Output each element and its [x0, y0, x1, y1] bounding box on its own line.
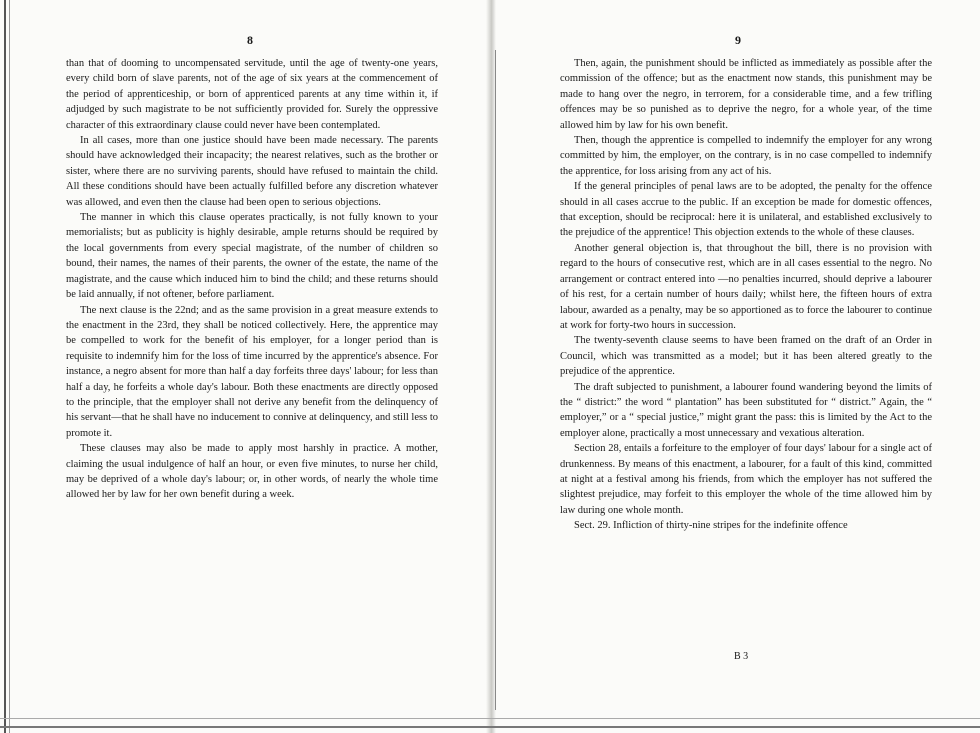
page-edge [4, 0, 6, 733]
paragraph: The draft subjected to punishment, a labourer found wandering beyond the limits of the “ district:” the word “ plantation” has been substituted for “ district.” Again, the “ employer,” or a “ special justice,” might grant the pass: this is limited by the Act to the employer alone, practically a most unnecessary and vexatious alteration. [560, 381, 932, 439]
paragraph: than that of dooming to uncompensated servitude, until the age of twenty-one years, every child born of slave parents, not of the age of six years at the commencement of the period of apprenticeship, or born of apprenticed parents at any time within it, if adjudged by such magistrate to be not sufficiently provided for. Surely the oppressive character of this extraordinary clause could never have been contemplated. [66, 58, 438, 131]
paragraph: Section 28, entails a forfeiture to the employer of four days' labour for a single act of drunkenness. By means of this enactment, a labourer, for a fault of this kind, committed at night at a festival among his friends, from which the employer has not suffered the slightest prejudice, may forfeit to this employer the whole of the time allowed him by law during one whole month. [560, 443, 932, 516]
page-number: 9 [735, 33, 741, 47]
gutter-line [495, 50, 496, 710]
paragraph: If the general principles of penal laws are to be adopted, the penalty for the offence should in all cases accrue to the public. If an exception be made for domestic offences, that exception, should be reciprocal: here it is unilateral, and established exclusively to the prejudice of the apprentice! This objection extends to the whole of these clauses. [560, 181, 932, 239]
page-bottom-edge [0, 718, 980, 719]
paragraph: The manner in which this clause operates practically, is not fully known to your memorialists; but as publicity is highly desirable, ample returns should be required by the local governments from every special magistrate, of the number of children so bound, their names, the names of their parents, the owner of the estate, the name of the magistrate, and the cause which induced him to bind the child; and these returns should be laid annually, if not oftener, before parliament. [66, 212, 438, 301]
page-number: 8 [247, 33, 253, 47]
paragraph: In all cases, more than one justice should have been made necessary. The parents should have acknowledged their incapacity; the nearest relatives, such as the brother or sister, where there are no surviving parents, should have refused to maintain the child. All these conditions should have been actually fulfilled before any discretion whatever was allowed, and even then the clause had been open to serious objections. [66, 135, 438, 208]
left-page-text [66, 56, 438, 503]
paragraph: Another general objection is, that throughout the bill, there is no provision with regard to the hours of consecutive rest, which are in all cases essential to the negro. No arrangement or contract entered into —no penalties incurred, should deprive a labourer of his rest, for a certain number of hours daily; whilst here, the fifteen hours of extra labour, awarded as a penalty, may be so apportioned as to force the labourer to continue at work for forty-two hours in succession. [560, 242, 932, 331]
page-edge [9, 0, 10, 733]
page-bottom-edge [0, 726, 980, 728]
right-page-text [560, 56, 932, 534]
paragraph: The twenty-seventh clause seems to have been framed on the draft of an Order in Council, which was transmitted as a model; but it has been altered greatly to the prejudice of the apprentice. [560, 335, 932, 378]
signature-mark: B 3 [734, 651, 749, 662]
paragraph: Sect. 29. Infliction of thirty-nine stripes for the indefinite offence [574, 520, 848, 532]
paragraph: Then, though the apprentice is compelled to indemnify the employer for any wrong committed by him, the employer, on the contrary, is in no case compelled to indemnify the apprentice, for loss arising from any act of his. [560, 135, 932, 177]
paragraph: These clauses may also be made to apply most harshly in practice. A mother, claiming the usual indulgence of half an hour, or even five minutes, to nurse her child, may be deprived of a whole day's labour; or, in other words, of nearly the whole time allowed her by law for her own benefit during a week. [66, 443, 438, 501]
paragraph: The next clause is the 22nd; and as the same provision in a great measure extends to the enactment in the 23rd, they shall be noticed collectively. Here, the apprentice may be compelled to work for the benefit of his employer, for a longer period than is requisite to indemnify him for the loss of time incurred by the apprentice's absence. For instance, a negro absent for more than half a day forfeits three days' labour; for less than half a day, he forfeits a whole day's labour. Both these enactments are directly opposed to the principle, that the employer shall not derive any benefit from the delinquency of his servant—that he shall have no inducement to connive at delinquency, and still less to promote it. [66, 304, 438, 439]
paragraph: Then, again, the punishment should be inflicted as immediately as possible after the commission of the offence; but as the enactment now stands, this punishment may be made to hang over the negro, in terrorem, for a considerable time, and a few trifling offences may be so punished as to deprive the negro, for a whole year, of the time allowed him by law for his own benefit. [560, 58, 932, 131]
